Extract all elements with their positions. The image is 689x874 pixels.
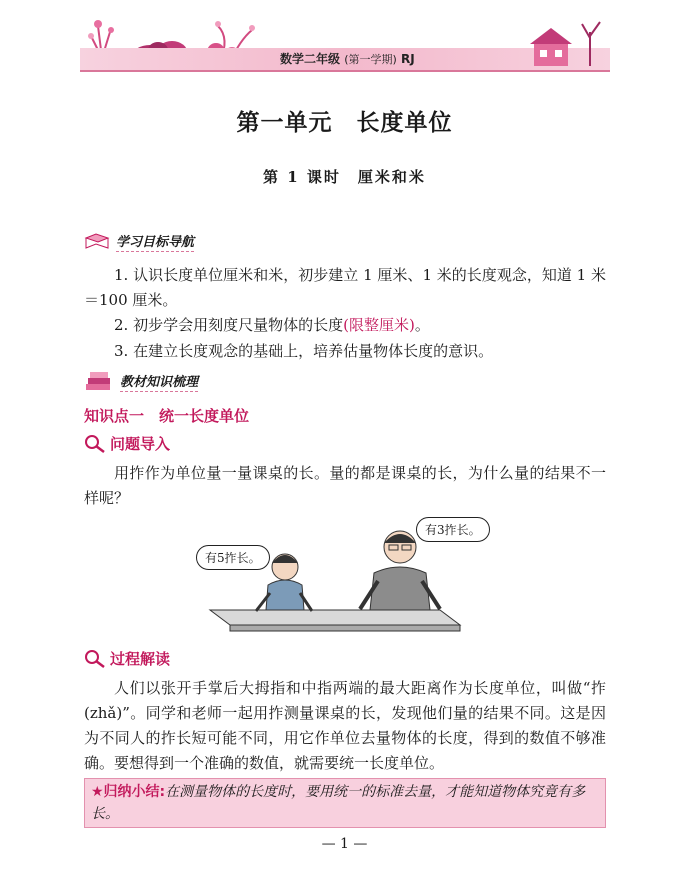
review-heading-label: 教材知识梳理: [120, 371, 198, 392]
speech-bubble-adult: 有3拃长。: [416, 517, 490, 542]
goal-item-3: 3. 在建立长度观念的基础上，培养估量物体长度的意识。: [114, 342, 494, 360]
page-header: [80, 8, 610, 70]
measuring-illustration: [190, 515, 500, 640]
goal-item-2-end: 。: [414, 316, 430, 334]
unit-title: 第一单元 长度单位: [236, 110, 453, 136]
page-number: — 1 —: [321, 836, 368, 852]
process-text: 人们以张开手掌后大拇指和中指两端的最大距离作为长度单位，叫做“拃(zhǎ)”。同学和老师一起用拃测量课桌的长，发现他们量的结果不同。这是因为不同人的拃长短可能不同，用它作单位去量物体的长度，得到的数值不够准确。要想得到一个准确的数值，就需要统一长度单位。: [84, 679, 606, 772]
process-heading: [84, 648, 170, 669]
process-heading-label: 过程解读: [110, 650, 171, 668]
intro-heading-label: 问题导入: [110, 435, 171, 453]
magnifier-icon: [84, 434, 106, 454]
review-heading: [84, 370, 198, 392]
header-edition: RJ: [400, 52, 415, 66]
header-title: [280, 48, 415, 71]
summary-box: [84, 778, 606, 828]
intro-text: 用拃作为单位量一量课桌的长。量的都是课桌的长，为什么量的结果不一样呢？: [84, 464, 606, 507]
house-tree-art: [520, 14, 610, 70]
header-semester: (第一学期): [344, 53, 397, 66]
goal-item-2-text: 2. 初步学会用刻度尺量物体的长度: [114, 316, 344, 334]
magnifier-icon: [84, 649, 106, 669]
speech-bubble-child: 有5拃长。: [196, 545, 270, 570]
goal-item-2: [84, 313, 606, 338]
header-subject: 数学二年级: [280, 52, 341, 66]
goals-heading: [84, 231, 194, 252]
intro-heading: [84, 433, 170, 454]
summary-lead: ★归纳小结:: [91, 784, 166, 800]
knowledge-point-title: 知识点一 统一长度单位: [84, 407, 250, 425]
goal-item-2-note: (限整厘米): [343, 316, 415, 334]
books-icon: [84, 370, 114, 392]
book-icon: [84, 232, 110, 252]
goal-item-1: 1. 认识长度单位厘米和米，初步建立 1 厘米、1 米的长度观念，知道 1 米＝100 厘米。: [84, 266, 606, 309]
goals-heading-label: 学习目标导航: [116, 231, 194, 252]
summary-text: 在测量物体的长度时，要用统一的标准去量，才能知道物体究竟有多长。: [91, 784, 586, 822]
lesson-title: 第 1 课时 厘米和米: [263, 168, 426, 186]
